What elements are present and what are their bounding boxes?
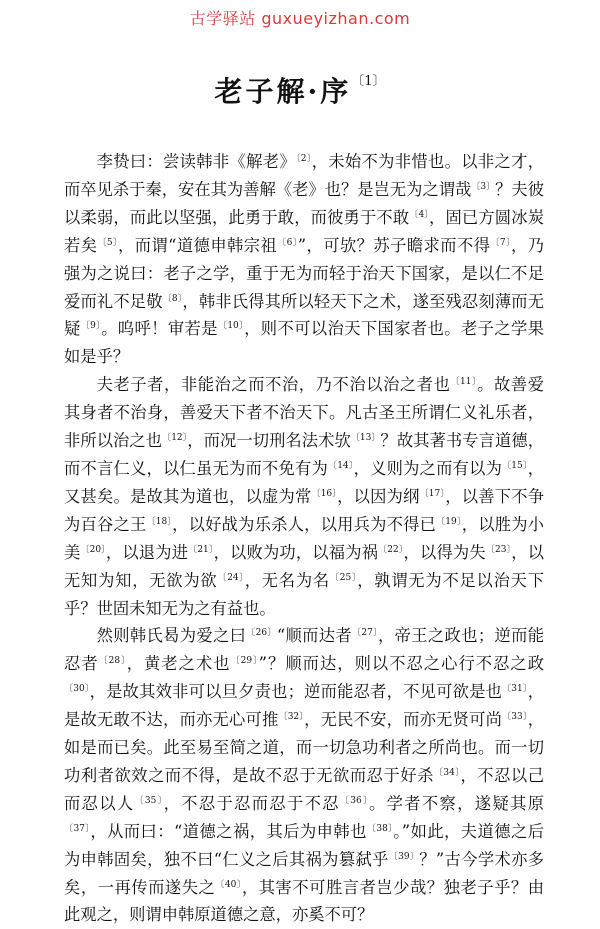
footnote-marker: 〔17〕 <box>419 488 446 499</box>
footnote-marker: 〔6〕 <box>277 237 298 248</box>
footnote-marker: 〔14〕 <box>327 460 354 471</box>
text-segment: ，是故其效非可以旦夕责也；逆而能忍者，不见可欲是也 <box>89 682 503 702</box>
text-segment: ，以败为功，以福为祸 <box>213 542 379 562</box>
footnote-marker: 〔29〕 <box>230 656 259 667</box>
footnote-marker: 〔35〕 <box>134 795 164 806</box>
text-segment: ？故其著书专言道德，而不言仁义，以仁虽无为而不免有为 <box>64 431 544 478</box>
footnote-marker: 〔21〕 <box>188 544 214 555</box>
text-segment: ，未始不为非惜也。以非之才，而卒见杀于秦，安在其为善解《老》也？是岂无为之谓哉 <box>64 152 544 199</box>
footnote-marker: 〔9〕 <box>80 321 102 332</box>
footnote-marker: 〔10〕 <box>217 321 245 332</box>
text-segment: ”，可欤？苏子瞻求而不得 <box>297 235 491 255</box>
text-segment: ，不忍以己而忍以人 <box>64 765 544 813</box>
title-footnote-marker: 〔1〕 <box>351 74 386 89</box>
paragraph <box>64 148 544 371</box>
text-segment: ，从而曰：“道德之祸，其后为申韩也 <box>90 821 367 841</box>
footnote-marker: 〔22〕 <box>378 544 404 555</box>
text-segment: 夫老子者，非能治之而不治，乃不治以治之者也 <box>96 375 451 395</box>
text-segment: “顺而达者 <box>276 626 353 646</box>
footnote-marker: 〔25〕 <box>329 572 358 583</box>
text-segment: ，如是而已矣。此至易至简之道，而一切急功利者之所尚也。而一切功利者欲效之而不得，是故不忍于无欲而忍于好杀 <box>64 710 544 785</box>
footnote-marker: 〔33〕 <box>502 712 528 723</box>
paragraph <box>64 622 544 929</box>
text-segment: 李贽曰：尝读韩非《解老》 <box>96 152 296 171</box>
footnote-marker: 〔18〕 <box>146 516 173 527</box>
text-segment: 。呜呼！审若是 <box>101 319 218 339</box>
footnote-marker: 〔23〕 <box>485 544 512 555</box>
footnote-marker: 〔12〕 <box>162 433 188 444</box>
text-segment: ，以因为纲 <box>337 486 420 506</box>
footnote-marker: 〔3〕 <box>471 181 496 192</box>
footnote-marker: 〔31〕 <box>502 684 528 695</box>
footnote-marker: 〔27〕 <box>352 628 379 639</box>
site-watermark: 古学驿站 guxueyizhan.com <box>189 9 411 28</box>
text-segment: 然则韩氏曷为爱之曰 <box>96 626 247 646</box>
text-segment: ，固已方圆冰炭若矣 <box>64 207 544 255</box>
footnote-marker: 〔24〕 <box>217 572 245 583</box>
text-segment: ，韩非氏得其所以轻天下之术，遂至残忍刻薄而无疑 <box>64 291 544 339</box>
text-segment: ，其害不可胜言者岂少哉？独老子乎？由此观之，则谓申韩原道德之意，亦奚不可？ <box>64 877 544 925</box>
text-segment: ，帝王之政也；逆而能忍者 <box>64 626 545 674</box>
text-segment: ，无民不安，而亦无贤可尚 <box>304 710 503 730</box>
text-segment: ，而况一切刑名法术欤 <box>187 431 351 451</box>
text-segment: ，以善下不争为百谷之王 <box>64 486 544 534</box>
text-segment: ，无名为名 <box>244 570 330 590</box>
footnote-marker: 〔39〕 <box>388 851 420 862</box>
text-segment: ，以胜为小美 <box>64 514 544 562</box>
footnote-marker: 〔37〕 <box>64 823 91 834</box>
footnote-marker: 〔5〕 <box>97 237 118 248</box>
paragraph <box>64 371 544 622</box>
text-segment: 。”如此，夫道德之后为申韩固矣，独不曰“仁义之后其祸为篡弑乎 <box>64 821 545 869</box>
footnote-marker: 〔36〕 <box>339 795 369 806</box>
text-segment: ，乃强为之说曰：老子之学，重于无为而轻于治天下国家，是以仁不足爱而礼不足敬 <box>64 235 544 311</box>
text-segment: 。学者不察，遂疑其原 <box>368 793 544 813</box>
footnote-marker: 〔38〕 <box>366 823 394 834</box>
footnote-marker: 〔30〕 <box>64 684 90 695</box>
footnote-marker: 〔15〕 <box>502 460 528 471</box>
footnote-marker: 〔13〕 <box>350 433 381 444</box>
text-segment: ，以无知为知，无欲为欲 <box>64 542 544 590</box>
text-segment: ，不忍于忍而忍于不忍 <box>163 793 340 813</box>
text-segment: ，义则为之而有以为 <box>353 458 503 478</box>
text-segment: ，以得为失 <box>403 542 486 562</box>
footnote-marker: 〔19〕 <box>436 516 462 527</box>
footnote-marker: 〔11〕 <box>450 377 478 388</box>
footnote-marker: 〔20〕 <box>80 544 106 555</box>
text-segment: ，黄老之术也 <box>126 654 231 674</box>
text-segment: ，是故无敢不达，而亦无心可推 <box>64 682 544 730</box>
footnote-marker: 〔2〕 <box>295 154 312 164</box>
title-text: 老子解·序 <box>214 75 352 108</box>
footnote-marker: 〔7〕 <box>490 237 511 248</box>
footnote-marker: 〔28〕 <box>98 656 127 667</box>
body-text <box>64 148 544 929</box>
text-segment: ，而谓“道德申韩宗祖 <box>117 235 278 255</box>
text-segment: ，又甚矣。是故其为道也，以虚为常 <box>64 458 544 506</box>
text-segment: ？”古今学术亦多矣，一再传而遂失之 <box>64 849 545 897</box>
text-segment: ，以好战为乐杀人，以用兵为不得已 <box>172 514 437 534</box>
text-segment: ？夫彼以柔弱，而此以坚强，此勇于敢，而彼勇于不敢 <box>64 179 544 227</box>
text-segment: ，孰谓无为不足以治天下乎？世固未知无为之有益也。 <box>64 570 544 618</box>
footnote-marker: 〔32〕 <box>278 712 305 723</box>
footnote-marker: 〔40〕 <box>215 879 242 890</box>
text-segment: 。故善爱其身者不治身，善爱天下者不治天下。凡古圣王所谓仁义礼乐者，非所以治之也 <box>64 375 544 451</box>
text-segment: ”？顺而达，则以不忍之心行不忍之政 <box>258 654 545 674</box>
footnote-marker: 〔26〕 <box>246 628 277 639</box>
text-segment: ，则不可以治天下国家者也。老子之学果如是乎？ <box>64 319 544 367</box>
footnote-marker: 〔16〕 <box>311 488 338 499</box>
text-segment: ，以退为进 <box>105 542 189 562</box>
footnote-marker: 〔8〕 <box>162 293 183 304</box>
page-title <box>0 70 600 110</box>
footnote-marker: 〔34〕 <box>433 767 461 778</box>
footnote-marker: 〔4〕 <box>409 209 430 220</box>
